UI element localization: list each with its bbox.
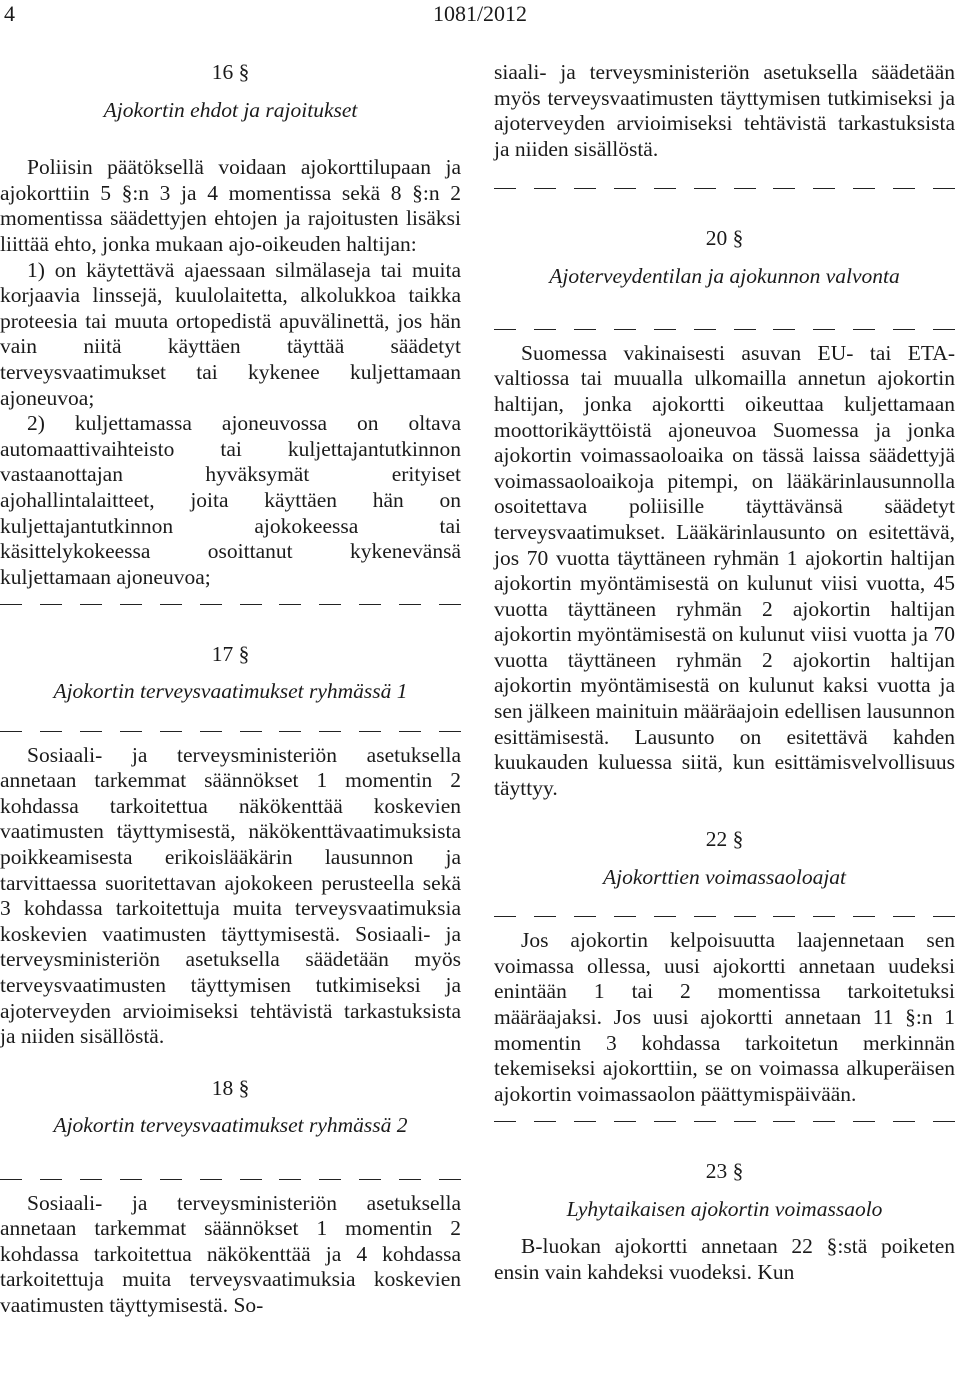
page-header <box>0 0 960 40</box>
section-22-title: Ajokorttien voimassaoloajat <box>602 865 847 890</box>
section-16-item-2: 2) kuljettamassa ajoneuvossa on oltava automaattivaihteisto tai kuljettajantutkinnon vastaanottajan hyväksymät erityiset ajohallintalaitteet, joita käyttäen hän on kuljettajantutkinnon ajokokeessa tai käsittelykokeessa osoittanut kykenevänsä kuljettamaan ajoneuvoa; <box>0 411 461 589</box>
section-18-heading: 18 § <box>211 1075 250 1100</box>
section-23-paragraph: B-luokan ajokortti annetaan 22 §:stä poiketen ensin vain kahdeksi vuodeksi. Kun <box>494 1234 955 1284</box>
section-16-heading: 16 § <box>211 60 250 84</box>
section-17-title: Ajokortin terveysvaatimukset ryhmässä 1 <box>53 679 408 704</box>
page-number: 4 <box>4 1 15 26</box>
section-22-heading: 22 § <box>705 827 744 852</box>
section-22-paragraph: Jos ajokortin kelpoisuutta laajennetaan sen voimassa ollessa, uusi ajokortti annetaan uudeksi enintään 1 tai 2 momentissa tarkoitetuksi määräajaksi. Jos uusi ajokortti annetaan 11 §:n 1 momentin 3 kohdassa tarkoitetun merkinnän tekemiseksi ajokorttiin, se on voimassa alkuperäisen ajokortin voimassaolon päättymispäivään. <box>494 928 955 1106</box>
omission-divider <box>0 590 461 616</box>
section-16-title: Ajokortin ehdot ja rajoitukset <box>103 97 358 122</box>
omission-divider <box>494 903 955 929</box>
section-20-title: Ajoterveydentilan ja ajokunnon valvonta <box>549 263 900 288</box>
section-18-paragraph: Sosiaali- ja terveysministeriön asetuksella annetaan tarkemmat säännökset 1 momentin 2 kohdassa tarkoitettua näkökenttää ja 4 kohdassa tarkoitettuja muita terveysvaatimuksia koskevien vaatimusten täyttymisestä. So- <box>0 1190 461 1317</box>
omission-divider <box>0 1165 461 1191</box>
section-16-item-1: 1) on käytettävä ajaessaan silmälaseja tai muita korjaavia linssejä, kuulolaitetta, alkolukkoa taikka proteesia tai muuta ortopedistä apuvälinettä, jos hän vain niitä käyttäen täyttää säädetyt terveysvaatimukset tai kykenee kuljettamaan ajoneuvoa; <box>0 257 461 410</box>
omission-divider <box>494 174 955 200</box>
section-23-heading: 23 § <box>705 1158 744 1183</box>
document-number: 1081/2012 <box>432 1 528 26</box>
omission-divider <box>0 717 461 743</box>
continued-paragraph: siaali- ja terveysministeriön asetuksella säädetään myös terveysvaatimusten täyttymisen tutkimiseksi ja ajoterveyden arvioimiseksi tehtävistä tarkastuksista ja niiden sisällöstä. <box>494 60 955 161</box>
section-17-heading: 17 § <box>211 641 250 666</box>
left-column <box>0 60 461 1319</box>
omission-divider <box>494 1107 955 1133</box>
right-column <box>494 60 955 1285</box>
section-17-paragraph: Sosiaali- ja terveysministeriön asetuksella annetaan tarkemmat säännökset 1 momentin 2 kohdassa tarkoitettua näkökenttää koskevien vaatimusten täyttymisestä, näkökenttävaatimuksista poikkeamisesta erikoislääkärin lausunnon ja tarvittaessa suoritettavan ajokokeen perusteella sekä 3 kohdassa tarkoitettuja muita terveysvaatimuksia koskevien vaatimusten täyttymisestä. Sosiaali- ja terveysministeriön asetuksella säädetään myös terveysvaatimusten täyttymisen tutkimiseksi ja ajoterveyden arvioimiseksi tehtävistä tarkastuksista ja niiden sisällöstä. <box>0 742 461 1049</box>
section-20-heading: 20 § <box>705 225 744 250</box>
section-20-paragraph: Suomessa vakinaisesti asuvan EU- tai ETA-valtiossa tai muualla ulkomailla annetun ajokortin haltijan, jonka ajokortti oikeuttaa kuljettamaan moottorikäyttöistä ajoneuvoa Suomessa ja jonka ajokortin voimassaoloaika on tässä laissa säädettyjä voimassaoloaikoja pitempi, on lääkärinlausunnolla osoitettava poliisille täyttävänsä säädetyt terveysvaatimukset. Lääkärinlausunto on esitettävä, jos 70 vuotta täyttäneen ryhmän 1 ajokortin haltijan ajokortin myöntämisestä on kulunut viisi vuotta, 45 vuotta täyttäneen ryhmän 2 ajokortin haltijan ajokortin myöntämisestä on kulunut viisi vuotta ja 70 vuotta täyttäneen ryhmän 2 ajokortin haltijan ajokortin myöntämisestä on kulunut kaksi vuotta ja sen jälkeen mainituin määräajoin edellisen lausunnon esittämisestä. Lausunto on esitettävä kahden kuukauden kuluessa siitä, kun esittämisvelvollisuus täyttyy. <box>494 340 955 800</box>
omission-divider <box>494 315 955 341</box>
section-23-title: Lyhytaikaisen ajokortin voimassaolo <box>566 1196 883 1221</box>
section-16-paragraph: Poliisin päätöksellä voidaan ajokorttilupaan ja ajokorttiin 5 §:n 3 ja 4 momentissa sekä 8 §:n 2 momentissa säädettyjen ehtojen ja rajoitusten lisäksi liittää ehto, jonka mukaan ajo-oikeuden haltijan: <box>0 155 461 256</box>
section-18-title: Ajokortin terveysvaatimukset ryhmässä 2 <box>53 1113 408 1138</box>
